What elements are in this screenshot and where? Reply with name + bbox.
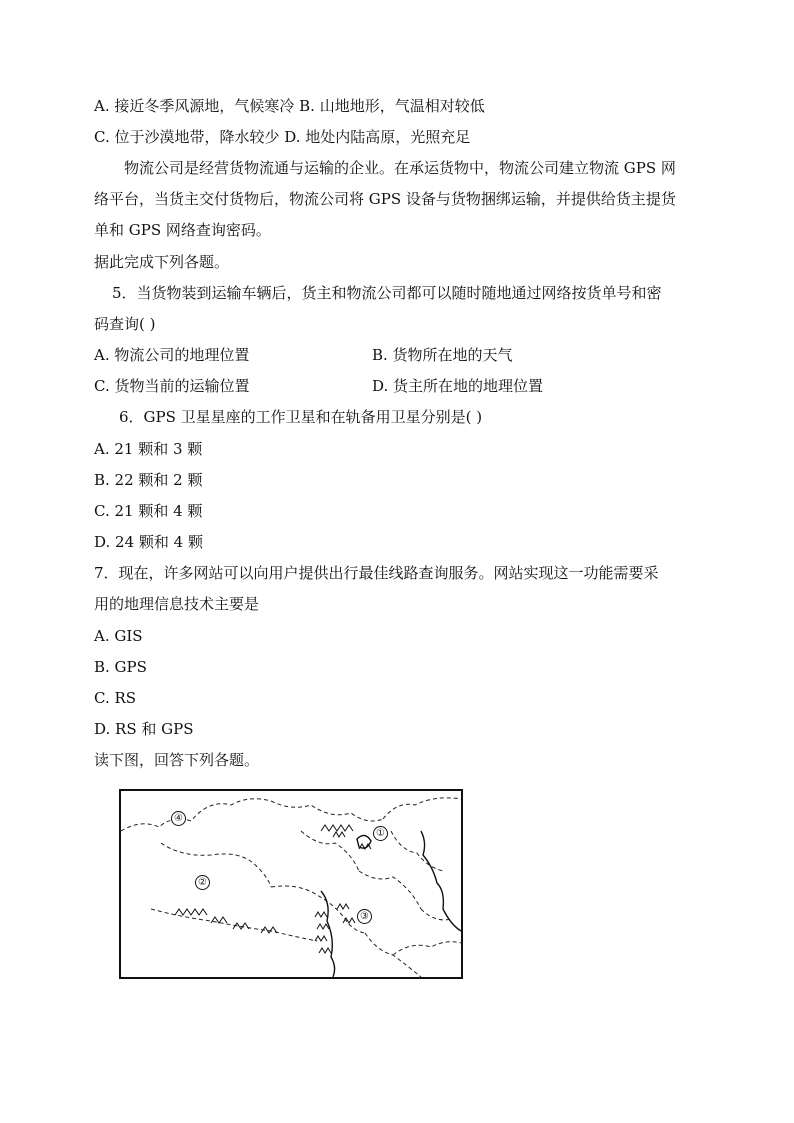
q7-option-d: D. RS 和 GPS [94, 720, 194, 738]
map-marker-1: ① [373, 826, 388, 841]
q5-stem-1: 5．当货物装到运输车辆后，货主和物流公司都可以随时随地通过网络按货单号和密 [112, 284, 662, 302]
passage-instruction: 据此完成下列各题。 [94, 253, 230, 271]
map-marker-4: ④ [171, 811, 186, 826]
coast-east [421, 831, 461, 931]
passage-line-2: 络平台，当货主交付货物后，物流公司将 GPS 设备与货物捆绑运输，并提供给货主提货 [94, 190, 676, 208]
q5-option-c: C. 货物当前的运输位置 [94, 377, 250, 395]
map-marker-2: ② [195, 875, 210, 890]
border-central [271, 886, 365, 933]
passage-line-1: 物流公司是经营货物流通与运输的企业。在承运货物中，物流公司建立物流 GPS 网 [124, 159, 676, 177]
q6-option-d: D. 24 颗和 4 颗 [94, 533, 203, 551]
border-northwest [121, 799, 271, 831]
q6-option-c: C. 21 颗和 4 颗 [94, 502, 203, 520]
q5-stem-2: 码查询( ) [94, 315, 156, 333]
q6-option-a: A. 21 颗和 3 颗 [94, 440, 203, 458]
q7-stem-2: 用的地理信息技术主要是 [94, 595, 260, 613]
border-south-2 [393, 942, 461, 955]
region-map [119, 789, 463, 979]
map-intro: 读下图，回答下列各题。 [94, 751, 260, 769]
q7-option-a: A. GIS [94, 627, 143, 645]
mountain-range-hengduan [315, 904, 355, 953]
q6-option-b: B. 22 颗和 2 颗 [94, 471, 203, 489]
q4-option-cd: C. 位于沙漠地带，降水较少 D. 地处内陆高原，光照充足 [94, 128, 471, 146]
border-north-mid [271, 801, 383, 821]
border-west-region [161, 843, 271, 887]
river-main [321, 891, 335, 977]
border-interior-3 [391, 831, 443, 871]
q7-option-c: C. RS [94, 689, 137, 707]
border-northeast [383, 798, 461, 819]
q5-option-a: A. 物流公司的地理位置 [94, 346, 250, 364]
mountain-range-north [321, 825, 371, 849]
q4-option-ab: A. 接近冬季风源地，气候寒冷 B. 山地地形，气温相对较低 [94, 97, 485, 115]
q7-stem-1: 7．现在，许多网站可以向用户提供出行最佳线路查询服务。网站实现这一功能需要采 [94, 564, 659, 582]
q5-option-d: D. 货主所在地的地理位置 [372, 377, 544, 395]
passage-line-3: 单和 GPS 网络查询密码。 [94, 221, 271, 239]
q6-stem: 6．GPS 卫星星座的工作卫星和在轨备用卫星分别是( ) [119, 408, 483, 426]
border-interior-1 [301, 831, 359, 871]
q5-option-b: B. 货物所在地的天气 [372, 346, 513, 364]
q7-option-b: B. GPS [94, 658, 147, 676]
map-marker-3: ③ [357, 909, 372, 924]
border-interior-2 [359, 871, 421, 909]
